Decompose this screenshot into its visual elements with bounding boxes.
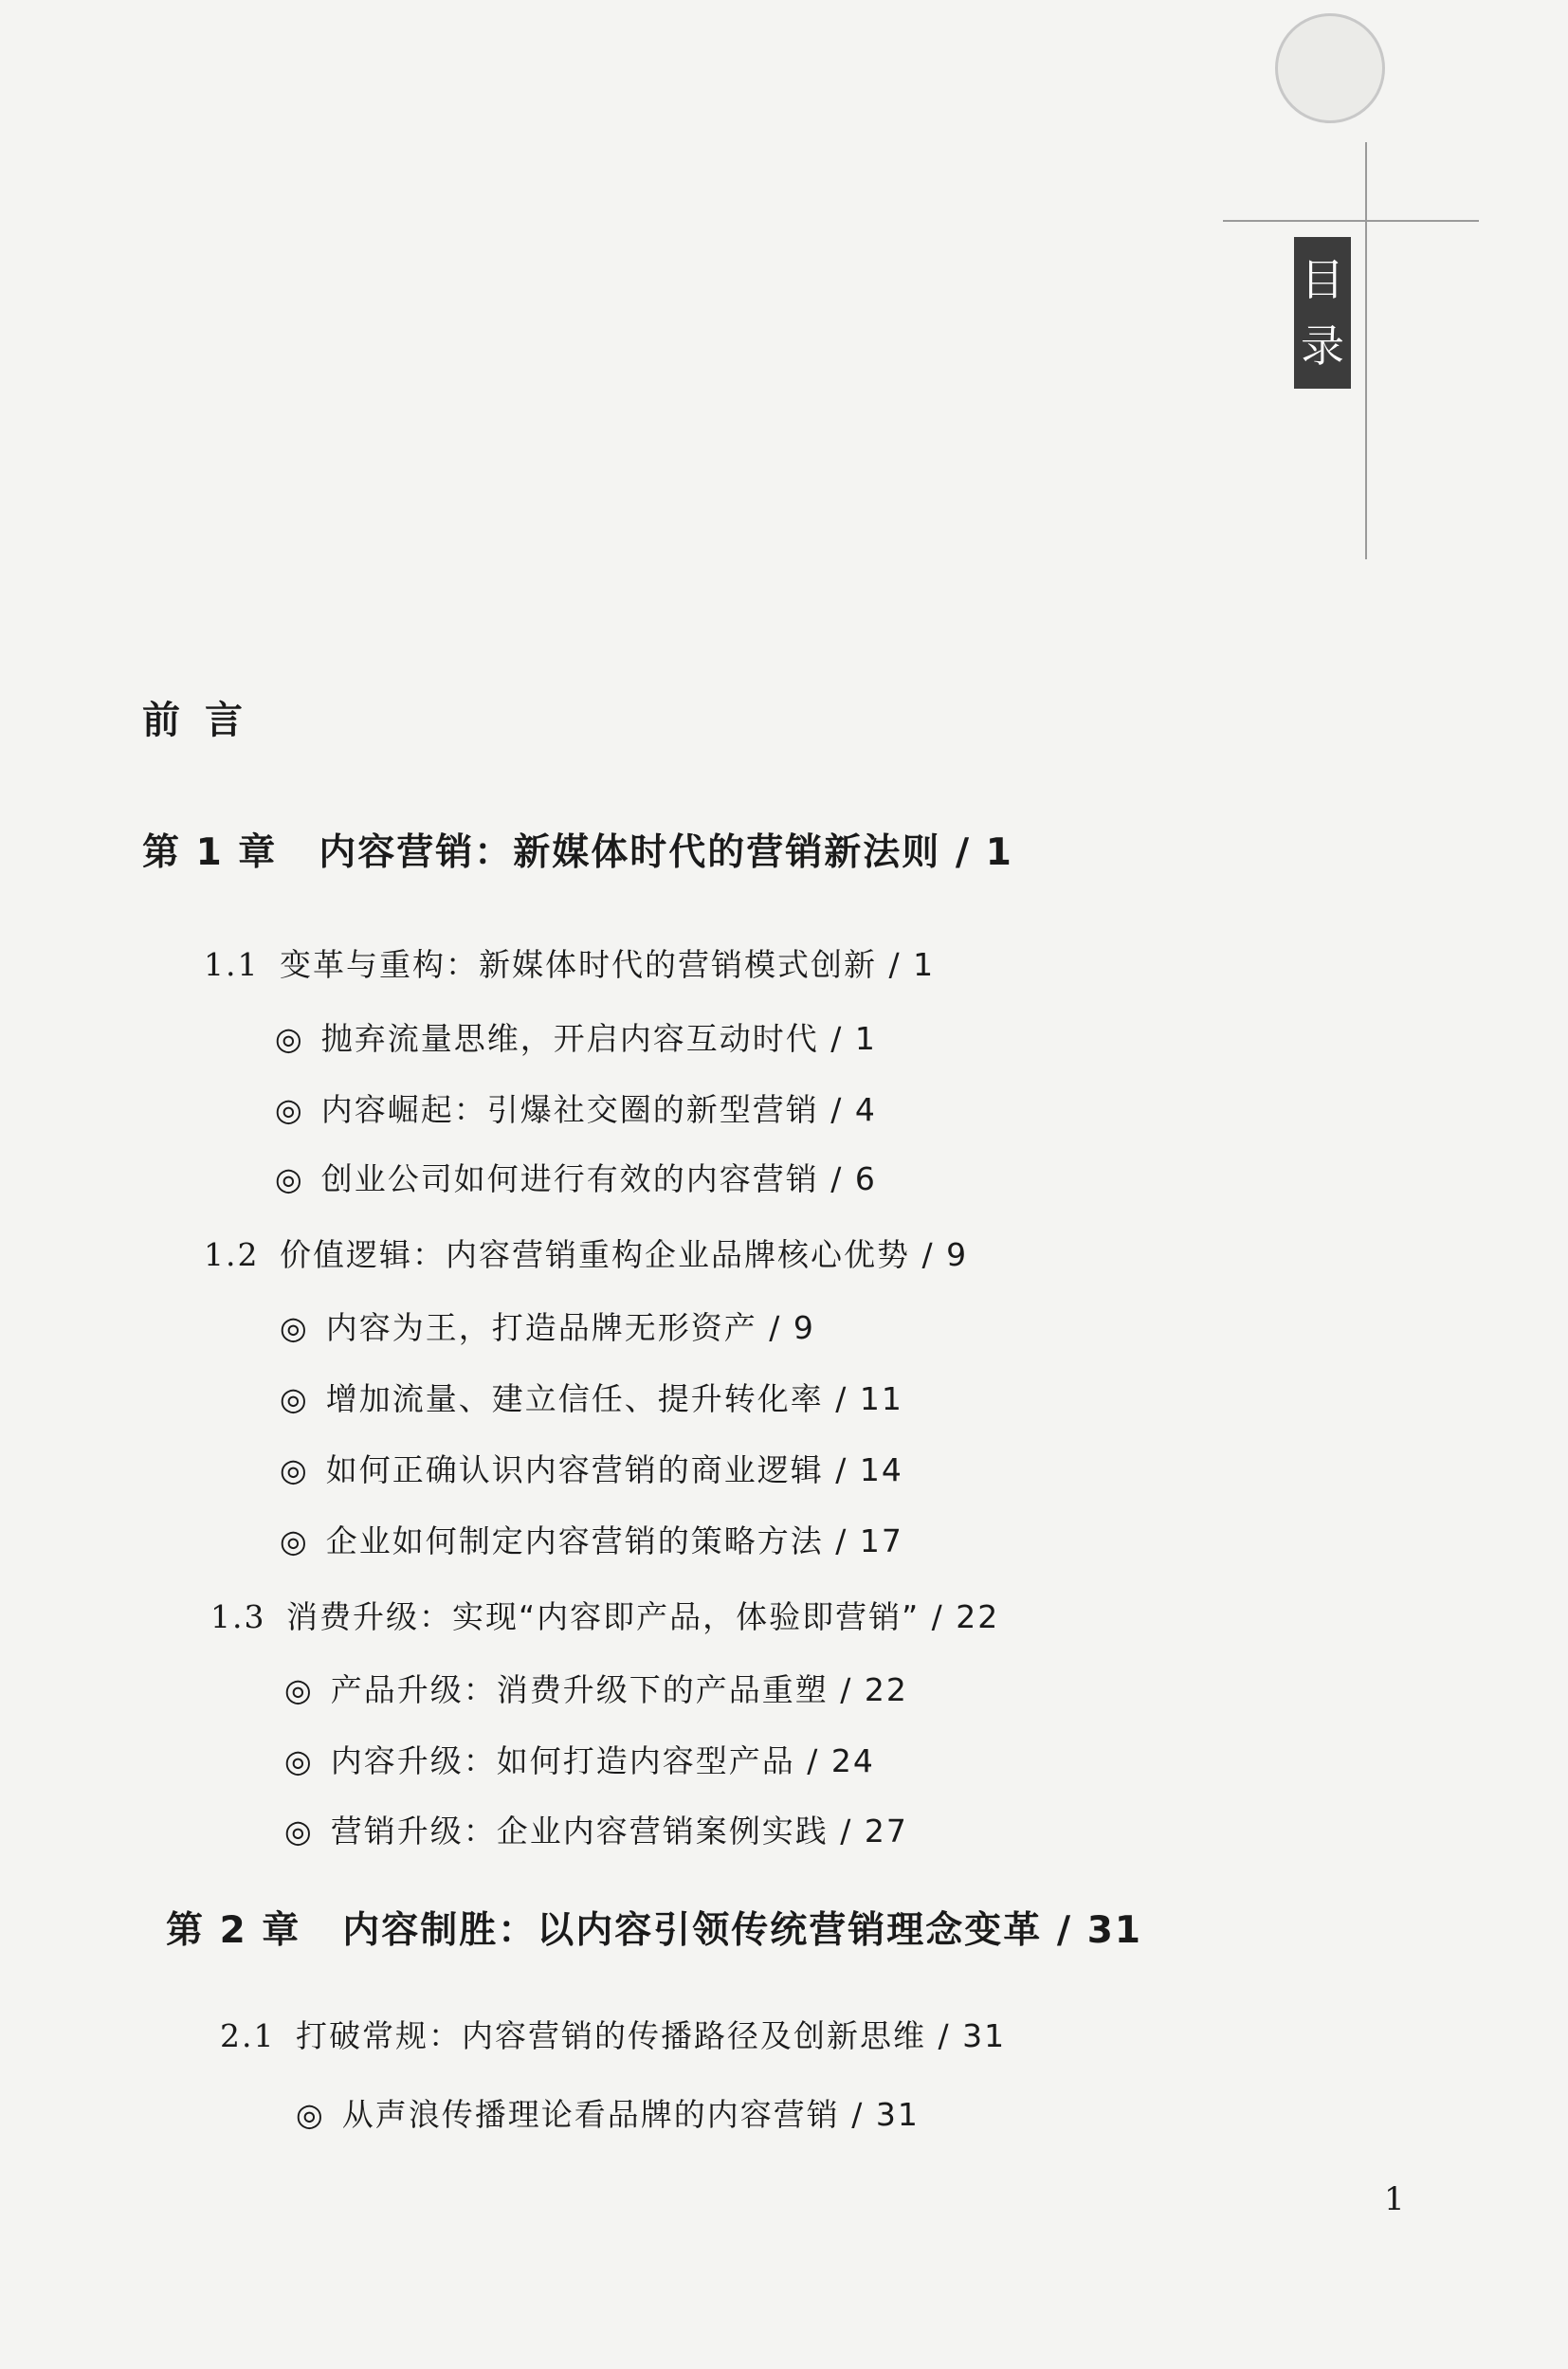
item-title: 增加流量、建立信任、提升转化率 / 11 xyxy=(325,1380,903,1417)
bullet-icon: ◎ xyxy=(284,1813,314,1850)
toc-section[interactable] xyxy=(210,1593,999,1637)
section-title: 打破常规：内容营销的传播路径及创新思维 / 31 xyxy=(296,2017,1007,2054)
contents-title-char: 录 xyxy=(1301,320,1344,372)
chapter-title: 内容制胜：以内容引领传统营销理念变革 / 31 xyxy=(342,1909,1142,1952)
section-number: 2.1 xyxy=(220,2017,276,2054)
item-title: 内容崛起：引爆社交圈的新型营销 / 4 xyxy=(320,1091,877,1128)
toc-item[interactable] xyxy=(280,1517,903,1561)
toc-item[interactable] xyxy=(275,1014,877,1059)
item-title: 营销升级：企业内容营销案例实践 / 27 xyxy=(330,1813,908,1850)
toc-chapter[interactable] xyxy=(166,1901,1142,1954)
toc-section[interactable] xyxy=(220,2012,1006,2056)
toc-item[interactable] xyxy=(296,2090,920,2135)
bullet-icon: ◎ xyxy=(280,1309,309,1346)
item-title: 从声浪传播理论看品牌的内容营销 / 31 xyxy=(341,2096,920,2133)
toc-item[interactable] xyxy=(284,1666,908,1710)
contents-title-char: 目 xyxy=(1301,254,1344,305)
item-title: 创业公司如何进行有效的内容营销 / 6 xyxy=(320,1160,877,1197)
chapter-number: 第 2 章 xyxy=(166,1909,301,1952)
bullet-icon: ◎ xyxy=(296,2096,325,2133)
toc-item[interactable] xyxy=(284,1807,908,1851)
section-number: 1.1 xyxy=(204,946,260,983)
section-number: 1.2 xyxy=(204,1236,260,1273)
chapter-title: 内容营销：新媒体时代的营销新法则 / 1 xyxy=(319,831,1013,874)
chapter-number: 第 1 章 xyxy=(142,831,278,874)
bullet-icon: ◎ xyxy=(275,1091,304,1128)
toc-item[interactable] xyxy=(280,1446,903,1490)
bullet-icon: ◎ xyxy=(275,1160,304,1197)
toc-item[interactable] xyxy=(280,1375,903,1419)
section-title: 变革与重构：新媒体时代的营销模式创新 / 1 xyxy=(280,946,936,983)
toc-chapter[interactable] xyxy=(142,823,1013,876)
item-title: 如何正确认识内容营销的商业逻辑 / 14 xyxy=(325,1451,903,1488)
section-title: 消费升级：实现“内容即产品，体验即营销” / 22 xyxy=(286,1598,1000,1635)
item-title: 抛弃流量思维，开启内容互动时代 / 1 xyxy=(320,1020,877,1057)
bullet-icon: ◎ xyxy=(280,1522,309,1559)
toc-item[interactable] xyxy=(275,1085,877,1130)
preface-entry[interactable]: 前言 xyxy=(142,699,267,742)
bullet-icon: ◎ xyxy=(284,1742,314,1779)
page-number: 1 xyxy=(1384,2180,1405,2218)
toc-item[interactable] xyxy=(280,1303,815,1348)
bullet-icon: ◎ xyxy=(275,1020,304,1057)
toc-item[interactable] xyxy=(284,1737,875,1781)
toc-section[interactable] xyxy=(204,940,935,985)
item-title: 内容为王，打造品牌无形资产 / 9 xyxy=(325,1309,815,1346)
item-title: 企业如何制定内容营销的策略方法 / 17 xyxy=(325,1522,903,1559)
item-title: 内容升级：如何打造内容型产品 / 24 xyxy=(330,1742,875,1779)
bullet-icon: ◎ xyxy=(280,1451,309,1488)
toc-section[interactable] xyxy=(204,1230,968,1275)
item-title: 产品升级：消费升级下的产品重塑 / 22 xyxy=(330,1671,908,1708)
toc-item[interactable] xyxy=(275,1155,877,1199)
section-title: 价值逻辑：内容营销重构企业品牌核心优势 / 9 xyxy=(280,1236,969,1273)
bullet-icon: ◎ xyxy=(284,1671,314,1708)
section-number: 1.3 xyxy=(210,1598,266,1635)
bullet-icon: ◎ xyxy=(280,1380,309,1417)
